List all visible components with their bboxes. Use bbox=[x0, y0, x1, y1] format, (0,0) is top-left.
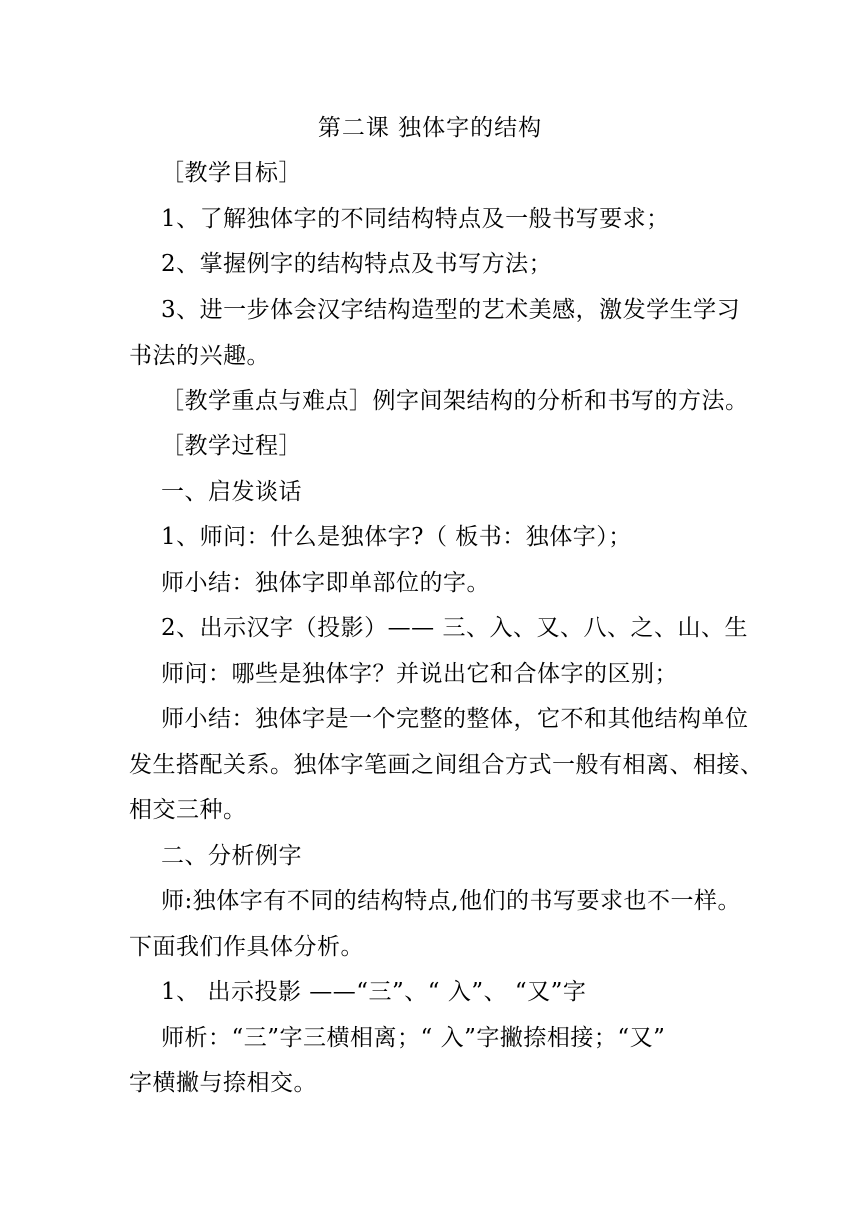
paragraph-teacher-analysis-line-2: 字横撇与捺相交。 bbox=[129, 1070, 317, 1096]
goal-item-2: 2、掌握例字的结构特点及书写方法； bbox=[161, 251, 553, 277]
section-2-heading: 二、分析例字 bbox=[161, 843, 302, 869]
paragraph-teacher-analysis: 师析：“三”字三横相离；“ 入”字撇捺相接；“又” bbox=[161, 1025, 666, 1051]
document-title: 第二课 独体字的结构 bbox=[317, 115, 543, 141]
paragraph-teacher-question-2: 师问：哪些是独体字？并说出它和合体字的区别； bbox=[161, 661, 678, 687]
paragraph-teacher-summary: 师小结：独体字即单部位的字。 bbox=[161, 570, 490, 596]
heading-teaching-goals: ［教学目标］ bbox=[161, 160, 302, 186]
paragraph-teacher-intro-line-2: 下面我们作具体分析。 bbox=[129, 934, 364, 960]
paragraph-show-characters: 2、出示汉字（投影）—— 三、入、又、八、之、山、生 bbox=[161, 615, 748, 641]
heading-key-points: ［教学重点与难点］例字间架结构的分析和书写的方法。 bbox=[161, 388, 749, 414]
goal-item-1: 1、了解独体字的不同结构特点及一般书写要求； bbox=[161, 206, 670, 232]
paragraph-teacher-intro: 师:独体字有不同的结构特点,他们的书写要求也不一样。 bbox=[161, 888, 742, 914]
goal-item-3: 3、进一步体会汉字结构造型的艺术美感，激发学生学习 bbox=[161, 297, 741, 323]
section-1-heading: 一、启发谈话 bbox=[161, 479, 302, 505]
heading-teaching-process: ［教学过程］ bbox=[161, 433, 302, 459]
paragraph-teacher-summary-2: 师小结：独体字是一个完整的整体，它不和其他结构单位 bbox=[161, 706, 749, 732]
goal-item-3-continued: 书法的兴趣。 bbox=[129, 343, 270, 369]
paragraph-show-projection: 1、 出示投影 ——“三”、“ 入”、 “又”字 bbox=[161, 979, 587, 1005]
paragraph-teacher-question: 1、师问：什么是独体字?（ 板书：独体字）； bbox=[161, 524, 632, 550]
paragraph-teacher-summary-2-line-2: 发生搭配关系。独体字笔画之间组合方式一般有相离、相接、 bbox=[129, 752, 764, 778]
paragraph-teacher-summary-2-line-3: 相交三种。 bbox=[129, 797, 247, 823]
